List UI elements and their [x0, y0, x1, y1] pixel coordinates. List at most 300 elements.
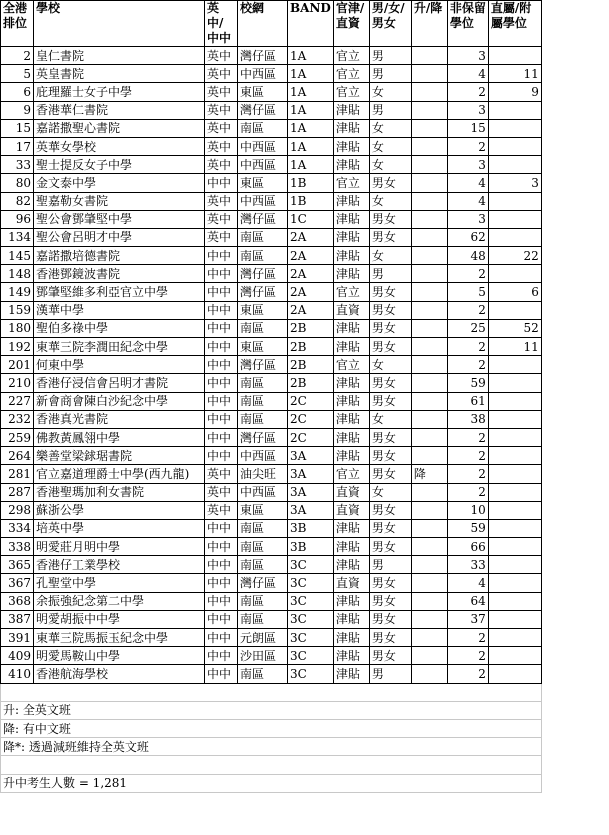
cell-district: 沙田區: [238, 647, 288, 665]
table-body: [1, 47, 542, 684]
cell-funding: 官立: [333, 65, 369, 83]
cell-change: [411, 174, 447, 192]
cell-band: 1C: [288, 210, 334, 228]
cell-funding: 津貼: [333, 101, 369, 119]
cell-direct-affiliated: [488, 501, 541, 519]
cell-rank: 192: [1, 338, 34, 356]
cell-rank: 9: [1, 101, 34, 119]
cell-language: 中中: [205, 610, 238, 628]
cell-direct-affiliated: [488, 301, 541, 319]
cell-school: 聖公會呂明才中學: [34, 228, 205, 246]
cell-rank: 201: [1, 356, 34, 374]
cell-non-reserved: 15: [447, 119, 488, 137]
cell-language: 英中: [205, 192, 238, 210]
cell-gender: 男女: [369, 501, 411, 519]
table-row: [1, 592, 542, 610]
cell-district: 南區: [238, 519, 288, 537]
cell-direct-affiliated: [488, 410, 541, 428]
cell-rank: 410: [1, 665, 34, 683]
table-row: [1, 538, 542, 556]
cell-funding: 津貼: [333, 410, 369, 428]
cell-non-reserved: 2: [447, 447, 488, 465]
cell-district: 南區: [238, 392, 288, 410]
cell-language: 中中: [205, 392, 238, 410]
cell-funding: 津貼: [333, 265, 369, 283]
cell-non-reserved: 64: [447, 592, 488, 610]
cell-gender: 男女: [369, 465, 411, 483]
cell-band: 2B: [288, 338, 334, 356]
note-up: 升: 全英文班: [1, 701, 542, 719]
table-row: [1, 647, 542, 665]
cell-district: 灣仔區: [238, 356, 288, 374]
cell-language: 英中: [205, 119, 238, 137]
cell-non-reserved: 2: [447, 338, 488, 356]
cell-language: 中中: [205, 319, 238, 337]
cell-gender: 女: [369, 410, 411, 428]
cell-rank: 387: [1, 610, 34, 628]
cell-direct-affiliated: [488, 447, 541, 465]
cell-change: [411, 392, 447, 410]
cell-non-reserved: 38: [447, 410, 488, 428]
cell-gender: 男女: [369, 228, 411, 246]
cell-funding: 津貼: [333, 156, 369, 174]
cell-change: [411, 265, 447, 283]
cell-school: 孔聖堂中學: [34, 574, 205, 592]
cell-change: [411, 356, 447, 374]
table-row: [1, 156, 542, 174]
cell-non-reserved: 4: [447, 192, 488, 210]
cell-direct-affiliated: [488, 356, 541, 374]
cell-language: 英中: [205, 465, 238, 483]
cell-language: 英中: [205, 137, 238, 155]
cell-funding: 津貼: [333, 392, 369, 410]
cell-gender: 男女: [369, 592, 411, 610]
cell-rank: 134: [1, 228, 34, 246]
cell-change: [411, 538, 447, 556]
cell-language: 英中: [205, 83, 238, 101]
table-row: [1, 410, 542, 428]
cell-language: 中中: [205, 538, 238, 556]
cell-rank: 5: [1, 65, 34, 83]
cell-language: 英中: [205, 156, 238, 174]
cell-non-reserved: 62: [447, 228, 488, 246]
cell-school: 英皇書院: [34, 65, 205, 83]
cell-change: [411, 319, 447, 337]
cell-gender: 男: [369, 65, 411, 83]
cell-funding: 津貼: [333, 228, 369, 246]
cell-change: [411, 65, 447, 83]
cell-district: 東區: [238, 501, 288, 519]
cell-non-reserved: 2: [447, 265, 488, 283]
cell-language: 中中: [205, 447, 238, 465]
cell-school: 金文泰中學: [34, 174, 205, 192]
cell-language: 英中: [205, 65, 238, 83]
cell-rank: 367: [1, 574, 34, 592]
cell-band: 2A: [288, 247, 334, 265]
cell-direct-affiliated: [488, 647, 541, 665]
cell-band: 2C: [288, 410, 334, 428]
cell-change: [411, 410, 447, 428]
table-row: [1, 501, 542, 519]
cell-district: 南區: [238, 247, 288, 265]
cell-change: [411, 301, 447, 319]
cell-gender: 男女: [369, 392, 411, 410]
cell-language: 中中: [205, 519, 238, 537]
cell-district: 南區: [238, 556, 288, 574]
cell-non-reserved: 3: [447, 47, 488, 65]
cell-non-reserved: 2: [447, 301, 488, 319]
cell-funding: 津貼: [333, 137, 369, 155]
cell-funding: 津貼: [333, 610, 369, 628]
cell-change: [411, 501, 447, 519]
cell-rank: 281: [1, 465, 34, 483]
cell-language: 中中: [205, 592, 238, 610]
cell-rank: 259: [1, 428, 34, 446]
cell-rank: 287: [1, 483, 34, 501]
cell-change: [411, 665, 447, 683]
note-down: 降: 有中文班: [1, 719, 542, 737]
header-direct-affiliated: 直屬/附屬學位: [488, 1, 541, 47]
table-row: [1, 465, 542, 483]
cell-district: 灣仔區: [238, 47, 288, 65]
cell-district: 中西區: [238, 156, 288, 174]
cell-direct-affiliated: 11: [488, 338, 541, 356]
table-row: [1, 283, 542, 301]
cell-band: 3C: [288, 647, 334, 665]
cell-band: 3C: [288, 665, 334, 683]
cell-funding: 津貼: [333, 447, 369, 465]
cell-school: 東華三院馬振玉紀念中學: [34, 629, 205, 647]
cell-gender: 男女: [369, 538, 411, 556]
cell-rank: 82: [1, 192, 34, 210]
cell-non-reserved: 33: [447, 556, 488, 574]
cell-funding: 津貼: [333, 338, 369, 356]
cell-district: 南區: [238, 410, 288, 428]
cell-school: 香港仔浸信會呂明才書院: [34, 374, 205, 392]
cell-school: 香港仔工業學校: [34, 556, 205, 574]
cell-language: 中中: [205, 374, 238, 392]
cell-language: 中中: [205, 665, 238, 683]
cell-funding: 官立: [333, 47, 369, 65]
cell-district: 東區: [238, 338, 288, 356]
cell-change: 降: [411, 465, 447, 483]
cell-district: 南區: [238, 119, 288, 137]
cell-change: [411, 556, 447, 574]
cell-gender: 女: [369, 83, 411, 101]
cell-school: 何東中學: [34, 356, 205, 374]
cell-school: 庇理羅士女子中學: [34, 83, 205, 101]
cell-non-reserved: 2: [447, 665, 488, 683]
cell-change: [411, 447, 447, 465]
cell-direct-affiliated: [488, 101, 541, 119]
cell-non-reserved: 4: [447, 65, 488, 83]
table-row: [1, 265, 542, 283]
table-row: [1, 338, 542, 356]
cell-band: 2B: [288, 319, 334, 337]
cell-direct-affiliated: [488, 574, 541, 592]
cell-funding: 直資: [333, 574, 369, 592]
table-row: [1, 301, 542, 319]
note-candidates: 升中考生人數 = 1,281: [1, 774, 542, 792]
cell-rank: 149: [1, 283, 34, 301]
cell-band: 1A: [288, 156, 334, 174]
cell-district: 中西區: [238, 65, 288, 83]
cell-rank: 232: [1, 410, 34, 428]
cell-gender: 女: [369, 247, 411, 265]
cell-band: 1A: [288, 65, 334, 83]
table-row: [1, 610, 542, 628]
cell-change: [411, 647, 447, 665]
table-row: [1, 119, 542, 137]
cell-direct-affiliated: [488, 483, 541, 501]
cell-district: 南區: [238, 538, 288, 556]
cell-rank: 391: [1, 629, 34, 647]
cell-rank: 338: [1, 538, 34, 556]
cell-funding: 津貼: [333, 592, 369, 610]
cell-district: 中西區: [238, 192, 288, 210]
cell-school: 鄧肇堅維多利亞官立中學: [34, 283, 205, 301]
cell-band: 2B: [288, 356, 334, 374]
cell-language: 中中: [205, 265, 238, 283]
cell-non-reserved: 3: [447, 210, 488, 228]
cell-funding: 官立: [333, 465, 369, 483]
cell-gender: 男女: [369, 283, 411, 301]
cell-school: 佛教黃鳳翎中學: [34, 428, 205, 446]
cell-non-reserved: 2: [447, 647, 488, 665]
cell-district: 中西區: [238, 447, 288, 465]
cell-gender: 女: [369, 356, 411, 374]
cell-band: 1B: [288, 174, 334, 192]
cell-district: 東區: [238, 83, 288, 101]
cell-district: 中西區: [238, 483, 288, 501]
cell-school: 嘉諾撒聖心書院: [34, 119, 205, 137]
table-row: [1, 319, 542, 337]
cell-band: 2A: [288, 301, 334, 319]
cell-rank: 33: [1, 156, 34, 174]
header-band: BAND: [288, 1, 334, 47]
cell-direct-affiliated: [488, 665, 541, 683]
cell-funding: 官立: [333, 283, 369, 301]
cell-funding: 津貼: [333, 556, 369, 574]
cell-rank: 210: [1, 374, 34, 392]
cell-change: [411, 483, 447, 501]
cell-non-reserved: 4: [447, 174, 488, 192]
cell-school: 香港聖瑪加利女書院: [34, 483, 205, 501]
cell-language: 英中: [205, 228, 238, 246]
cell-rank: 80: [1, 174, 34, 192]
table-row: [1, 47, 542, 65]
cell-language: 中中: [205, 556, 238, 574]
cell-direct-affiliated: [488, 610, 541, 628]
cell-change: [411, 592, 447, 610]
cell-direct-affiliated: [488, 192, 541, 210]
cell-school: 英華女學校: [34, 137, 205, 155]
cell-language: 英中: [205, 47, 238, 65]
cell-direct-affiliated: [488, 137, 541, 155]
cell-gender: 女: [369, 137, 411, 155]
cell-gender: 男女: [369, 519, 411, 537]
cell-change: [411, 610, 447, 628]
cell-district: 油尖旺: [238, 465, 288, 483]
cell-band: 2B: [288, 374, 334, 392]
cell-gender: 女: [369, 119, 411, 137]
cell-school: 東華三院李潤田紀念中學: [34, 338, 205, 356]
cell-band: 3C: [288, 629, 334, 647]
cell-funding: 津貼: [333, 119, 369, 137]
cell-non-reserved: 5: [447, 283, 488, 301]
cell-language: 中中: [205, 428, 238, 446]
cell-direct-affiliated: [488, 228, 541, 246]
cell-rank: 264: [1, 447, 34, 465]
cell-rank: 409: [1, 647, 34, 665]
cell-funding: 津貼: [333, 647, 369, 665]
cell-language: 中中: [205, 283, 238, 301]
cell-district: 南區: [238, 319, 288, 337]
cell-rank: 298: [1, 501, 34, 519]
cell-language: 中中: [205, 629, 238, 647]
cell-rank: 15: [1, 119, 34, 137]
cell-district: 灣仔區: [238, 574, 288, 592]
table-row: [1, 228, 542, 246]
cell-funding: 津貼: [333, 210, 369, 228]
table-row: [1, 629, 542, 647]
cell-gender: 男女: [369, 301, 411, 319]
cell-language: 中中: [205, 338, 238, 356]
table-row: [1, 374, 542, 392]
table-row: [1, 665, 542, 683]
header-language: 英中/中中: [205, 1, 238, 47]
cell-direct-affiliated: 52: [488, 319, 541, 337]
cell-band: 2A: [288, 265, 334, 283]
cell-district: 中西區: [238, 137, 288, 155]
cell-band: 2A: [288, 283, 334, 301]
cell-district: 南區: [238, 592, 288, 610]
header-district: 校網: [238, 1, 288, 47]
cell-band: 2C: [288, 428, 334, 446]
cell-language: 英中: [205, 483, 238, 501]
table-row: [1, 192, 542, 210]
cell-rank: 180: [1, 319, 34, 337]
cell-district: 南區: [238, 610, 288, 628]
cell-band: 2C: [288, 392, 334, 410]
cell-funding: 津貼: [333, 319, 369, 337]
cell-language: 英中: [205, 210, 238, 228]
cell-gender: 男: [369, 665, 411, 683]
cell-rank: 334: [1, 519, 34, 537]
cell-gender: 男: [369, 101, 411, 119]
cell-non-reserved: 2: [447, 483, 488, 501]
cell-non-reserved: 2: [447, 428, 488, 446]
note-down-star: 降*: 透過減班維持全英文班: [1, 738, 542, 756]
cell-band: 1A: [288, 47, 334, 65]
cell-direct-affiliated: [488, 428, 541, 446]
cell-school: 香港航海學校: [34, 665, 205, 683]
cell-rank: 227: [1, 392, 34, 410]
cell-non-reserved: 61: [447, 392, 488, 410]
cell-language: 中中: [205, 410, 238, 428]
cell-non-reserved: 37: [447, 610, 488, 628]
cell-non-reserved: 2: [447, 137, 488, 155]
cell-district: 東區: [238, 174, 288, 192]
cell-school: 香港真光書院: [34, 410, 205, 428]
table-row: [1, 428, 542, 446]
table-row: [1, 392, 542, 410]
table-row: [1, 519, 542, 537]
cell-direct-affiliated: [488, 374, 541, 392]
cell-change: [411, 137, 447, 155]
cell-change: [411, 629, 447, 647]
table-row: [1, 174, 542, 192]
cell-direct-affiliated: [488, 519, 541, 537]
header-row: [1, 1, 542, 47]
cell-school: 官立嘉道理爵士中學(西九龍): [34, 465, 205, 483]
cell-band: 3C: [288, 610, 334, 628]
table-row: [1, 210, 542, 228]
cell-district: 南區: [238, 228, 288, 246]
cell-funding: 官立: [333, 174, 369, 192]
cell-gender: 男女: [369, 629, 411, 647]
cell-change: [411, 156, 447, 174]
cell-rank: 159: [1, 301, 34, 319]
cell-non-reserved: 48: [447, 247, 488, 265]
cell-band: 3C: [288, 556, 334, 574]
cell-funding: 津貼: [333, 538, 369, 556]
blank-row: [1, 683, 542, 701]
header-school: 學校: [34, 1, 205, 47]
cell-school: 培英中學: [34, 519, 205, 537]
cell-non-reserved: 3: [447, 156, 488, 174]
table-row: [1, 556, 542, 574]
cell-funding: 津貼: [333, 247, 369, 265]
cell-non-reserved: 59: [447, 519, 488, 537]
cell-band: 3A: [288, 483, 334, 501]
cell-gender: 男女: [369, 610, 411, 628]
blank-row: [1, 756, 542, 774]
cell-direct-affiliated: [488, 47, 541, 65]
cell-direct-affiliated: [488, 629, 541, 647]
cell-band: 1A: [288, 119, 334, 137]
cell-gender: 男女: [369, 174, 411, 192]
cell-gender: 女: [369, 192, 411, 210]
cell-district: 灣仔區: [238, 101, 288, 119]
cell-gender: 女: [369, 156, 411, 174]
cell-band: 1A: [288, 137, 334, 155]
cell-school: 明愛莊月明中學: [34, 538, 205, 556]
cell-language: 中中: [205, 174, 238, 192]
cell-change: [411, 210, 447, 228]
cell-school: 聖嘉勒女書院: [34, 192, 205, 210]
cell-gender: 男女: [369, 647, 411, 665]
cell-gender: 男女: [369, 210, 411, 228]
cell-direct-affiliated: [488, 265, 541, 283]
cell-rank: 365: [1, 556, 34, 574]
cell-change: [411, 101, 447, 119]
cell-direct-affiliated: 11: [488, 65, 541, 83]
cell-non-reserved: 2: [447, 83, 488, 101]
cell-direct-affiliated: [488, 210, 541, 228]
header-gender: 男/女/男女: [369, 1, 411, 47]
header-funding: 官津/直資: [333, 1, 369, 47]
table-row: [1, 101, 542, 119]
cell-school: 嘉諾撒培德書院: [34, 247, 205, 265]
cell-school: 蘇浙公學: [34, 501, 205, 519]
cell-gender: 女: [369, 483, 411, 501]
table-row: [1, 447, 542, 465]
cell-non-reserved: 3: [447, 101, 488, 119]
cell-rank: 148: [1, 265, 34, 283]
cell-school: 皇仁書院: [34, 47, 205, 65]
cell-direct-affiliated: [488, 156, 541, 174]
